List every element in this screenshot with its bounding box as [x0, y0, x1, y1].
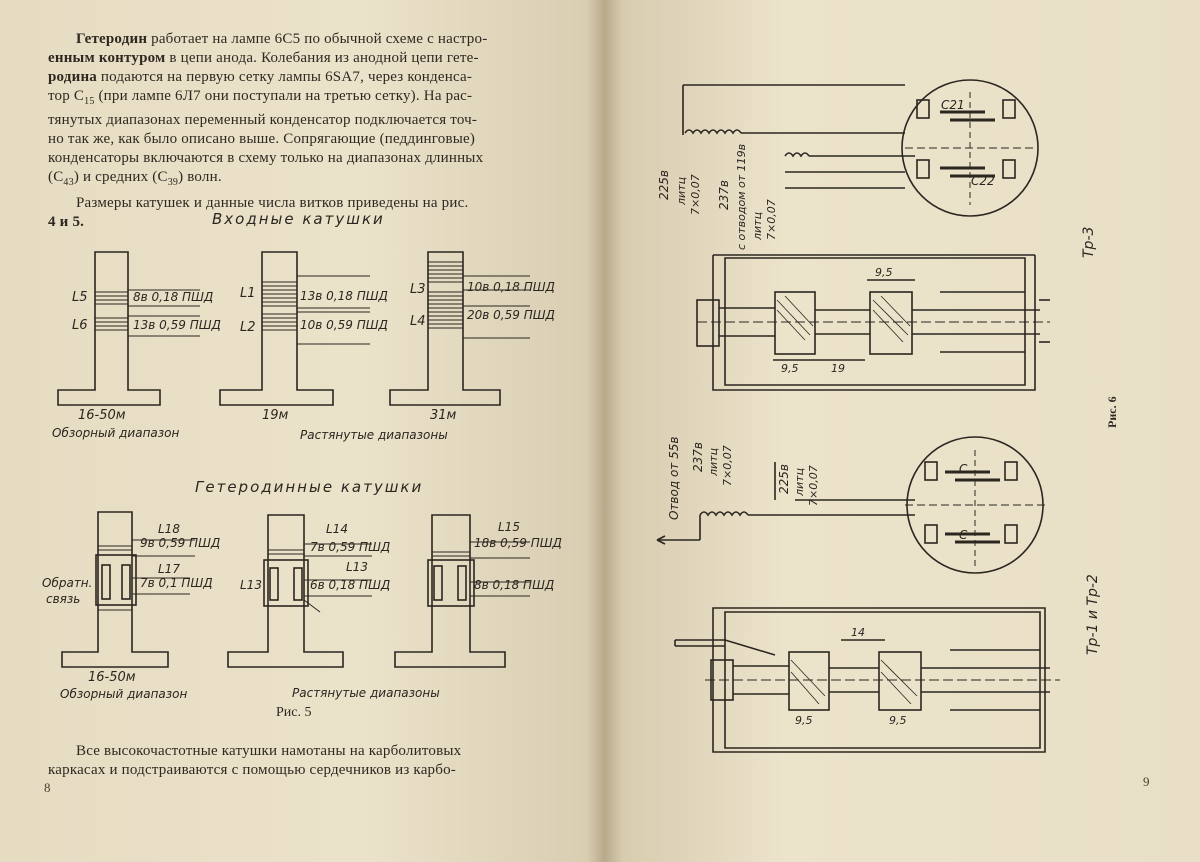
para1-line6: но так же, как было описано выше. Сопрягающие (педдинговые)	[48, 131, 476, 147]
tr12-winding1-wire: литц	[707, 447, 720, 476]
turns-input1-a: 8в 0,18 ПШД	[133, 290, 214, 304]
tr3-winding2-tap: с отводом от 119в	[735, 143, 748, 250]
coil-label-l17: L17	[158, 562, 180, 576]
para1-line8c: ) волн.	[178, 169, 222, 185]
turns-osc3-b: 8в 0,18 ПШД	[474, 578, 555, 592]
coil-label-l18: L18	[158, 522, 180, 536]
tr12-tap-label: Отвод от 55в	[667, 436, 681, 520]
tr12-label: Тр-1 и Тр-2	[1085, 574, 1101, 655]
paragraph-coils	[48, 742, 548, 780]
turns-input2-b: 10в 0,59 ПШД	[300, 318, 388, 332]
tr3-dim-bottom1: 9,5	[781, 362, 799, 375]
para1-line8a: (C	[48, 169, 64, 185]
para1-bold3: родина	[48, 69, 97, 85]
coil-label-l6: L6	[72, 318, 88, 333]
coil-label-l13-upper: L13	[346, 560, 368, 574]
feedback-label-1: Обратн.	[42, 576, 93, 590]
cap-c22: C22	[971, 174, 995, 188]
page-number-right: 9	[1143, 774, 1150, 789]
para1-line4: тор C	[48, 88, 85, 104]
tr3-dim-bottom2: 19	[831, 362, 845, 375]
figure-6-drawing	[605, 0, 1200, 862]
coil-label-l3: L3	[410, 282, 426, 297]
page-number-left: 8	[44, 780, 51, 795]
turns-osc1-b: 7в 0,1 ПШД	[140, 576, 213, 590]
tr3-winding2-wire: литц	[751, 211, 764, 240]
tr12-dim-bottom2: 9,5	[889, 714, 907, 727]
coil-label-l1: L1	[240, 286, 256, 301]
cap-c21: C21	[941, 98, 965, 112]
band-desc-input1: Обзорный диапазон	[52, 426, 180, 440]
para1-line5: тянутых диапазонах переменный конденсатор подключается точ-	[48, 112, 478, 128]
feedback-label-2: связь	[46, 592, 81, 606]
tr3-label: Тр-3	[1081, 226, 1097, 258]
tr3-winding1-wire: литц	[675, 176, 688, 205]
tr12-dim-bottom1: 9,5	[795, 714, 813, 727]
para1-line8-sub1: 43	[63, 177, 74, 188]
band-input1: 16-50м	[78, 408, 126, 423]
coil-label-l14: L14	[326, 522, 348, 536]
para2-line1: Размеры катушек и данные числа витков приведены на рис.	[76, 195, 469, 211]
para1-text1: работает на лампе 6С5 по обычной схеме с настро-	[147, 31, 488, 47]
para1-line8b: ) и средних (C	[73, 169, 168, 185]
coil-label-l13-lower: L13	[240, 578, 262, 592]
para1-line8-sub2: 39	[167, 177, 179, 188]
tr3-winding1-gauge: 7×0,07	[689, 174, 702, 215]
band-desc-osc2: Растянутые диапазоны	[292, 686, 440, 700]
tr3-winding2-turns: 237в	[717, 180, 731, 210]
band-osc1: 16-50м	[88, 670, 136, 685]
term-heterodyne: Гетеродин	[76, 31, 148, 47]
para1-line4-rest: (при лампе 6Л7 они поступали на третью сетку). На рас-	[94, 88, 473, 104]
turns-osc3-a: 18в 0,59 ПШД	[474, 536, 562, 550]
turns-input1-b: 13в 0,59 ПШД	[133, 318, 221, 332]
tr12-winding2-turns: 225в	[777, 464, 791, 494]
coil-label-l15: L15	[498, 520, 520, 534]
tr3-dim-top: 9,5	[875, 266, 893, 279]
heading-osc-coils: Гетеродинные катушки	[195, 478, 424, 496]
para2-line2: 4 и 5.	[48, 214, 85, 230]
turns-input3-b: 20в 0,59 ПШД	[467, 308, 555, 322]
turns-input2-a: 13в 0,18 ПШД	[300, 289, 388, 303]
coil-label-l5: L5	[72, 290, 88, 305]
tr12-cap-bottom: C	[959, 528, 968, 542]
tr3-winding2-gauge: 7×0,07	[765, 199, 778, 240]
tr12-winding1-gauge: 7×0,07	[721, 445, 734, 486]
para1-line7: конденсаторы включаются в схему только на диапазонах длинных	[48, 150, 484, 166]
tr12-cap-top: C	[959, 462, 968, 476]
tr12-winding2-gauge: 7×0,07	[807, 465, 820, 506]
tr12-dim-top: 14	[851, 626, 865, 639]
para3-line1: Все высокочастотные катушки намотаны на карболитовых	[76, 743, 462, 759]
figure-5-caption: Рис. 5	[276, 705, 312, 720]
turns-osc1-a: 9в 0,59 ПШД	[140, 536, 221, 550]
band-desc-input2: Растянутые диапазоны	[300, 428, 448, 442]
band-input2: 19м	[262, 408, 289, 423]
coil-label-l4: L4	[410, 314, 426, 329]
right-page	[605, 0, 1200, 862]
band-desc-osc1: Обзорный диапазон	[60, 687, 188, 701]
para3-line2: каркасах и подстраиваются с помощью сердечников из карбо-	[48, 762, 456, 778]
tr12-winding1-turns: 237в	[691, 442, 705, 472]
coil-label-l2: L2	[240, 320, 256, 335]
para1-text2: в цепи анода. Колебания из анодной цепи гете-	[165, 50, 479, 66]
tr12-winding2-wire: литц	[793, 467, 806, 496]
heading-input-coils: Входные катушки	[212, 210, 385, 228]
para1-bold2: енным контуром	[48, 50, 166, 66]
turns-input3-a: 10в 0,18 ПШД	[467, 280, 555, 294]
tr3-winding1-turns: 225в	[657, 170, 671, 200]
figure-6-caption: Рис. 6	[1105, 396, 1119, 428]
para1-line4-sub: 15	[84, 96, 95, 107]
para1-text3: подаются на первую сетку лампы 6SA7, через конденса-	[96, 69, 473, 85]
turns-osc2-a: 7в 0,59 ПШД	[310, 540, 391, 554]
turns-osc2-b: 6в 0,18 ПШД	[310, 578, 391, 592]
band-input3: 31м	[430, 408, 457, 423]
